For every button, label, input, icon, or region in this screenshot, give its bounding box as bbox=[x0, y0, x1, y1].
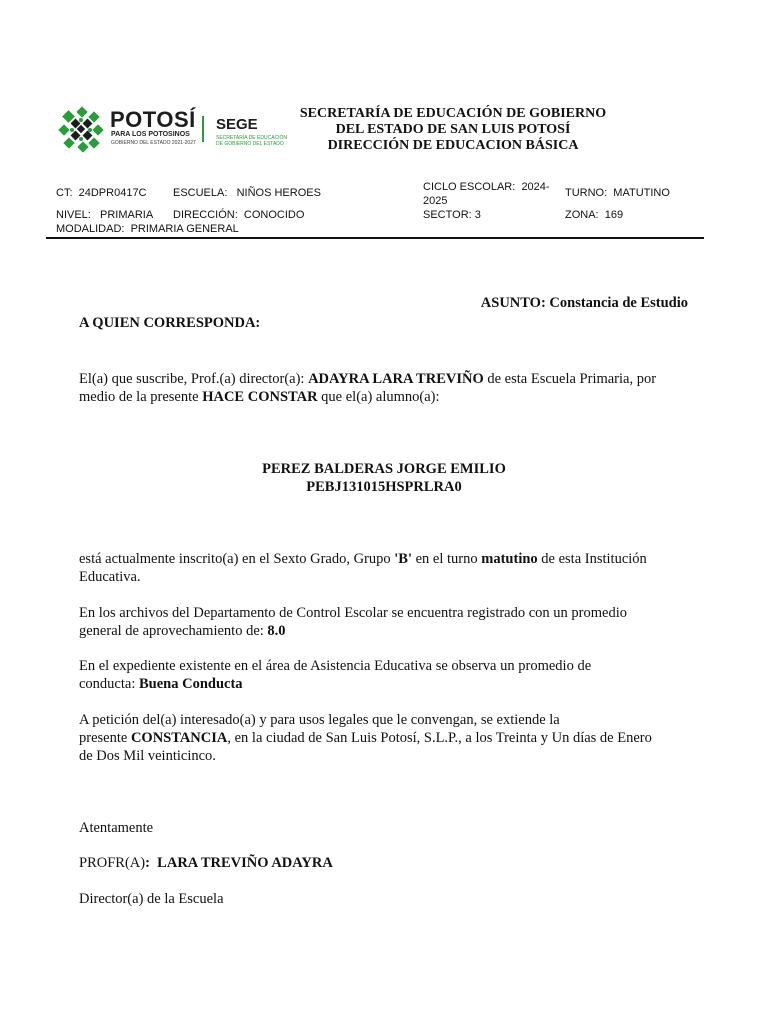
conduct-text-a: En el expediente existente en el área de Asistencia Educativa se observa un promedio de bbox=[79, 658, 592, 674]
direccion-value: CONOCIDO bbox=[243, 209, 305, 221]
intro-text-d: que el(a) alumno(a): bbox=[317, 389, 440, 405]
intro-paragraph bbox=[79, 370, 699, 406]
asunto-line bbox=[481, 294, 688, 312]
zona-label: ZONA: bbox=[565, 209, 599, 221]
constancia-text-a: A petición del(a) interesado(a) y para usos legales que le convengan, se extiende la bbox=[79, 712, 560, 728]
conducta-value: Buena Conducta bbox=[139, 676, 243, 692]
ciclo-value-b: 2025 bbox=[423, 195, 448, 207]
zona-field bbox=[565, 208, 623, 222]
signer-title: Director(a) de la Escuela bbox=[79, 891, 224, 907]
institution-title-line1: SECRETARÍA DE EDUCACIÓN DE GOBIERNO bbox=[299, 106, 607, 121]
profr-colon: : bbox=[145, 855, 150, 871]
sector-label: SECTOR: bbox=[423, 209, 472, 221]
turno-value: MATUTINO bbox=[613, 187, 670, 199]
salutation: A QUIEN CORRESPONDA: bbox=[79, 315, 261, 331]
director-name: ADAYRA LARA TREVIÑO bbox=[308, 371, 484, 387]
nivel-field bbox=[56, 208, 153, 222]
institution-title-line2: DEL ESTADO DE SAN LUIS POTOSÍ bbox=[335, 122, 571, 137]
ciclo-value-a: 2024- bbox=[521, 181, 550, 193]
asunto-label: ASUNTO: bbox=[480, 295, 546, 311]
asunto-value: Constancia de Estudio bbox=[549, 295, 688, 311]
direccion-field bbox=[173, 208, 304, 222]
enrollment-text-c: de esta Institución bbox=[537, 551, 647, 567]
potosi-logo-tagline: PARA LOS POTOSINOS bbox=[111, 131, 190, 138]
potosi-emblem-icon bbox=[56, 104, 106, 156]
sege-logo-subtitle bbox=[216, 135, 296, 147]
conduct-paragraph bbox=[79, 657, 699, 693]
closing: Atentamente bbox=[79, 820, 154, 836]
sege-logo-word: SEGE bbox=[216, 116, 258, 133]
nivel-label: NIVEL: bbox=[56, 209, 91, 221]
potosi-logo-period: GOBIERNO DEL ESTADO 2021-2027 bbox=[111, 140, 196, 146]
profr-label: PROFR(A) bbox=[79, 855, 146, 871]
constancia-paragraph bbox=[79, 711, 699, 765]
modalidad-field bbox=[56, 222, 239, 236]
signer-name: LARA TREVIÑO ADAYRA bbox=[157, 855, 333, 871]
grupo-value: 'B' bbox=[394, 551, 412, 567]
direccion-label: DIRECCIÓN: bbox=[173, 209, 238, 221]
grades-text-a: En los archivos del Departamento de Control Escolar se encuentra registrado con un promedio bbox=[79, 605, 628, 621]
logo-divider bbox=[202, 116, 204, 142]
conduct-text-b: conducta: bbox=[79, 676, 139, 692]
sector-value: 3 bbox=[474, 209, 481, 221]
potosi-sege-logo bbox=[56, 104, 291, 156]
constancia-text-c: , en la ciudad de San Luis Potosí, S.L.P., a los Treinta y Un días de Enero bbox=[227, 730, 652, 746]
escuela-field bbox=[173, 186, 321, 200]
constancia-text-b: presente bbox=[79, 730, 131, 746]
escuela-label: ESCUELA: bbox=[173, 187, 228, 199]
intro-text-a: El(a) que suscribe, Prof.(a) director(a): bbox=[79, 371, 309, 387]
ct-field bbox=[56, 186, 147, 200]
enrollment-text-d: Educativa. bbox=[79, 569, 141, 585]
sege-sub-line1: SECRETARÍA DE EDUCACIÓN bbox=[216, 135, 288, 141]
escuela-value: NIÑOS HEROES bbox=[236, 187, 321, 199]
enrollment-text-a: está actualmente inscrito(a) en el Sexto Grado, Grupo bbox=[79, 551, 395, 567]
nivel-value: PRIMARIA bbox=[100, 209, 154, 221]
enrollment-paragraph bbox=[79, 550, 699, 586]
constancia-text-d: de Dos Mil veinticinco. bbox=[79, 748, 216, 764]
grades-text-b: general de aprovechamiento de: bbox=[79, 623, 268, 639]
ciclo-field bbox=[423, 180, 557, 208]
sege-sub-line2: DE GOBIERNO DEL ESTADO bbox=[216, 141, 284, 147]
potosi-logo-word: POTOSÍ bbox=[110, 107, 196, 132]
header-rule bbox=[46, 237, 704, 239]
ciclo-label: CICLO ESCOLAR: bbox=[423, 181, 516, 193]
ct-value: 24DPR0417C bbox=[78, 187, 147, 199]
intro-text-c: medio de la presente bbox=[79, 389, 203, 405]
promedio-value: 8.0 bbox=[267, 623, 286, 639]
grades-paragraph bbox=[79, 604, 699, 640]
turno-label: TURNO: bbox=[565, 187, 608, 199]
zona-value: 169 bbox=[604, 209, 624, 221]
enrollment-text-b: en el turno bbox=[412, 551, 482, 567]
student-curp: PEBJ131015HSPRLRA0 bbox=[306, 479, 462, 495]
sector-field bbox=[423, 208, 481, 222]
student-name: PEREZ BALDERAS JORGE EMILIO bbox=[262, 461, 506, 477]
student-block bbox=[79, 460, 689, 496]
constancia-word: CONSTANCIA bbox=[130, 730, 228, 746]
modalidad-value: PRIMARIA GENERAL bbox=[130, 223, 239, 235]
ct-label: CT: bbox=[56, 187, 73, 199]
turno-text: matutino bbox=[481, 551, 538, 567]
signer-line bbox=[79, 854, 333, 872]
institution-title-line3: DIRECCIÓN DE EDUCACION BÁSICA bbox=[327, 138, 579, 153]
modalidad-label: MODALIDAD: bbox=[56, 223, 125, 235]
institution-title bbox=[296, 106, 610, 154]
hace-constar: HACE CONSTAR bbox=[202, 389, 318, 405]
turno-field bbox=[565, 186, 670, 200]
intro-text-b: de esta Escuela Primaria, por bbox=[483, 371, 657, 387]
